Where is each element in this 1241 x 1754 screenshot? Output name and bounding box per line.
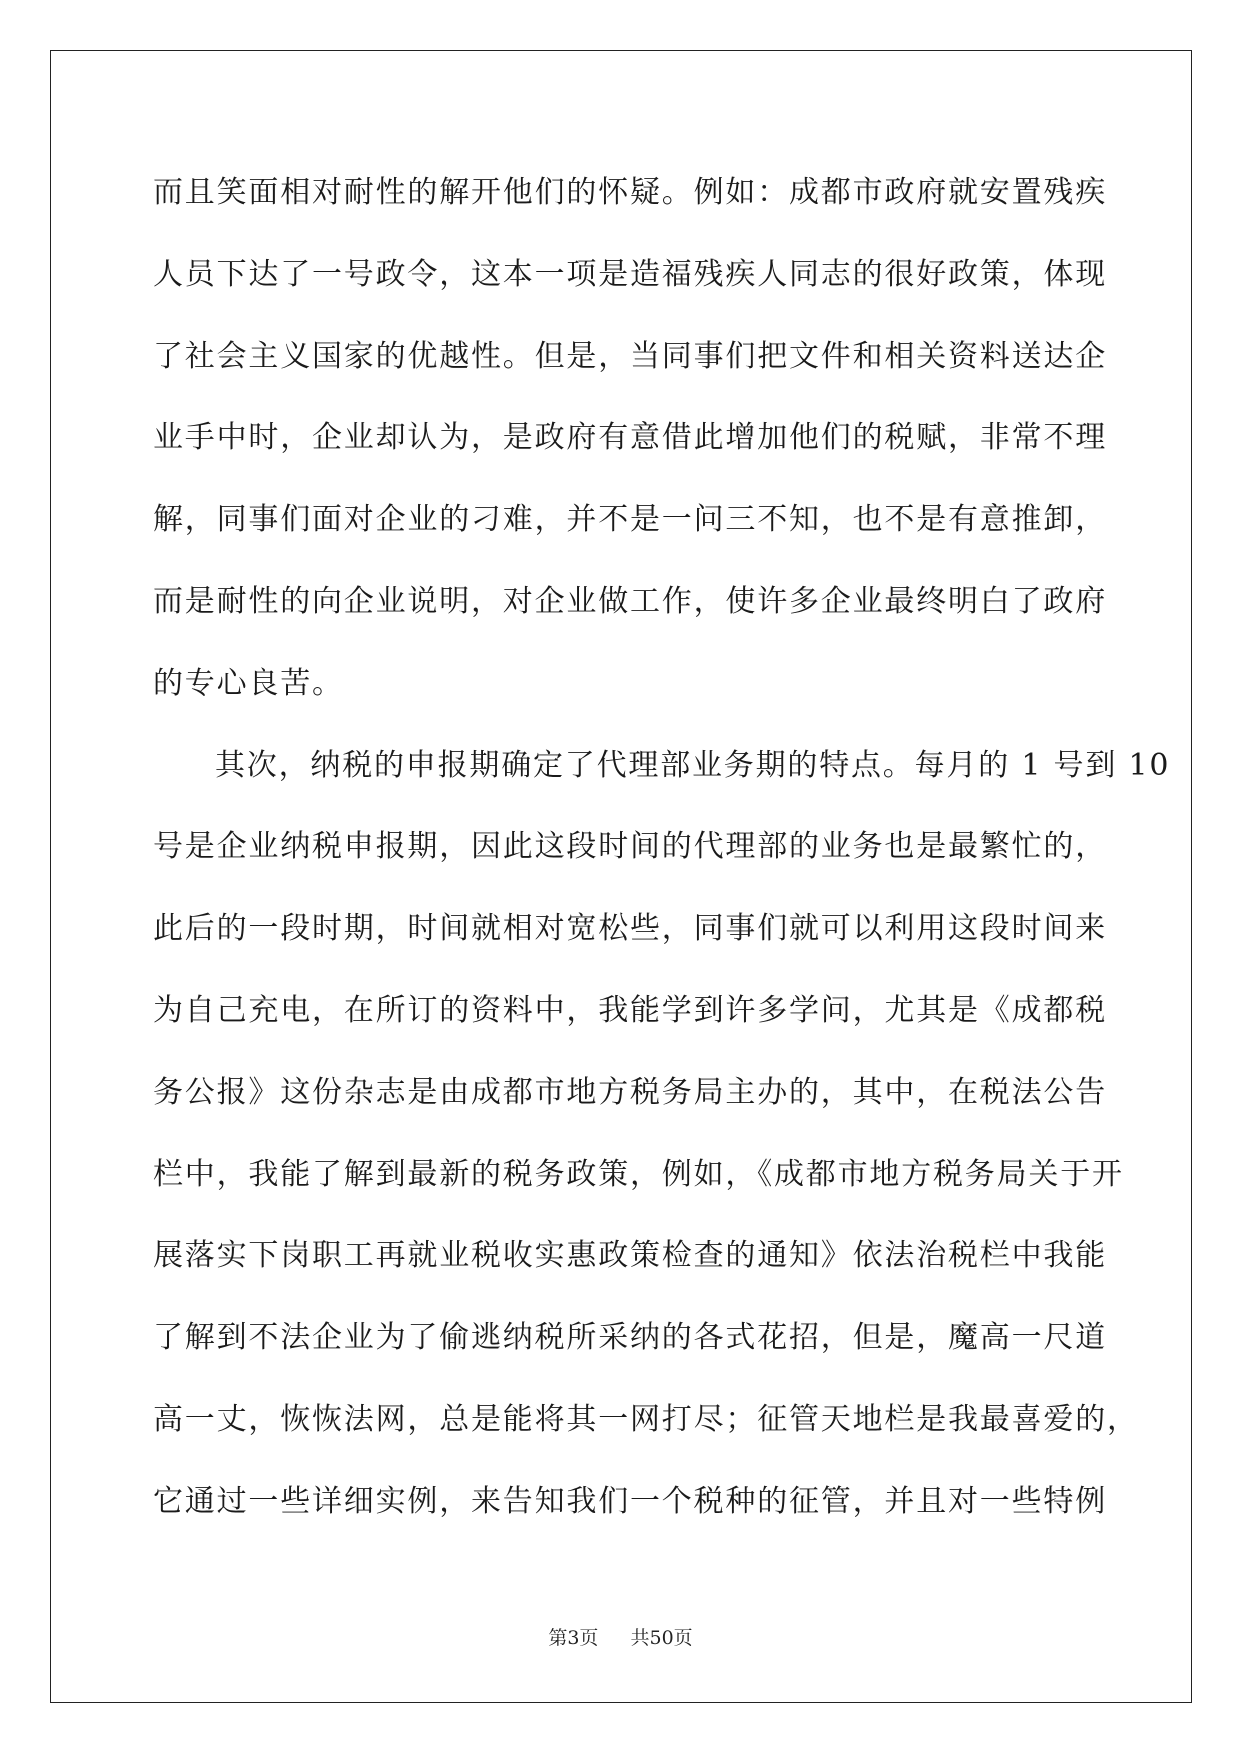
- text-line-17: 它通过一些详细实例，来告知我们一个税种的征管，并且对一些特例: [153, 1483, 1107, 1519]
- text-line-2: 人员下达了一号政令，这本一项是造福残疾人同志的很好政策，体现: [153, 256, 1107, 292]
- page-footer: [0, 1623, 1241, 1650]
- text-line-9: 号是企业纳税申报期，因此这段时间的代理部的业务也是最繁忙的，: [153, 829, 1107, 865]
- text-line-13: 栏中，我能了解到最新的税务政策，例如，《成都市地方税务局关于开: [153, 1156, 1124, 1192]
- text-line-11: 为自己充电，在所订的资料中，我能学到许多学问，尤其是《成都税: [153, 992, 1107, 1028]
- document-body: [153, 152, 1171, 1543]
- text-line-10: 此后的一段时期，时间就相对宽松些，同事们就可以利用这段时间来: [153, 911, 1107, 947]
- text-line-15: 了解到不法企业为了偷逃纳税所采纳的各式花招，但是，魔高一尺道: [153, 1320, 1107, 1356]
- text-line-7: 的专心良苦。: [153, 665, 344, 701]
- text-line-6: 而是耐性的向企业说明，对企业做工作，使许多企业最终明白了政府: [153, 583, 1107, 619]
- text-line-12: 务公报》这份杂志是由成都市地方税务局主办的，其中，在税法公告: [153, 1074, 1107, 1110]
- total-pages: 共50页: [630, 1627, 693, 1649]
- text-line-5: 解，同事们面对企业的刁难，并不是一问三不知，也不是有意推卸，: [153, 502, 1107, 538]
- text-line-14: 展落实下岗职工再就业税收实惠政策检查的通知》依法治税栏中我能: [153, 1238, 1107, 1274]
- text-line-1: 而且笑面相对耐性的解开他们的怀疑。例如：成都市政府就安置残疾: [153, 175, 1107, 210]
- text-line-8: 其次，纳税的申报期确定了代理部业务期的特点。每月的 1 号到 10: [215, 747, 1171, 783]
- text-line-4: 业手中时，企业却认为，是政府有意借此增加他们的税赋，非常不理: [153, 420, 1107, 456]
- text-line-3: 了社会主义国家的优越性。但是，当同事们把文件和相关资料送达企: [153, 338, 1107, 374]
- text-line-16: 高一丈，恢恢法网，总是能将其一网打尽；征管天地栏是我最喜爱的，: [153, 1401, 1139, 1437]
- page-number: 第3页: [548, 1627, 599, 1649]
